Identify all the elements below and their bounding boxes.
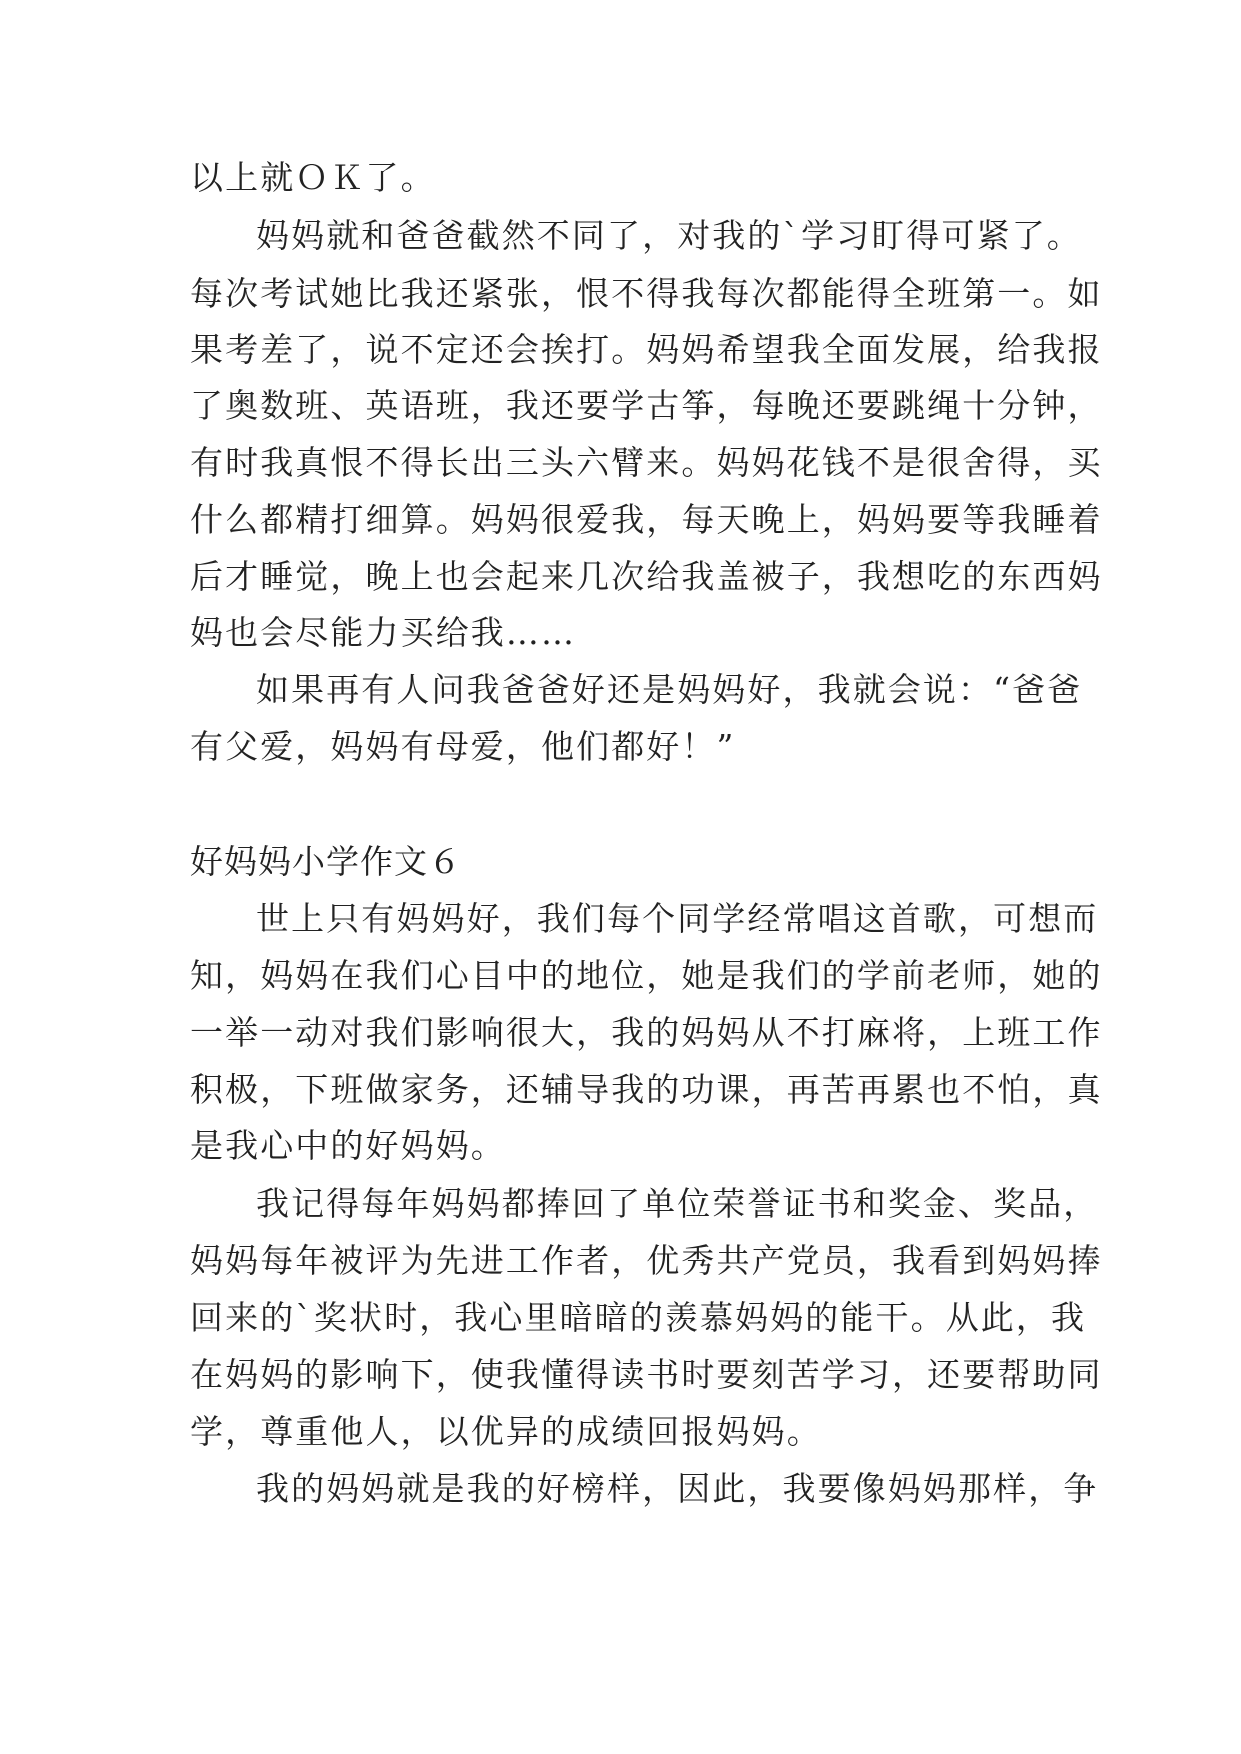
body-line: 什么都精打细算。妈妈很爱我，每天晚上，妈妈要等我睡着 [190, 500, 1103, 539]
body-line: 在妈妈的影响下，使我懂得读书时要刻苦学习，还要帮助同 [190, 1355, 1103, 1394]
body-line: 以上就ＯＫ了。 [190, 158, 436, 197]
paragraph-first-line: 我的妈妈就是我的好榜样，因此，我要像妈妈那样，争 [256, 1469, 1099, 1508]
section-title: 好妈妈小学作文６ [190, 842, 462, 881]
body-line: 回来的`奖状时，我心里暗暗的羡慕妈妈的能干。从此，我 [190, 1298, 1087, 1337]
paragraph-first-line: 我记得每年妈妈都捧回了单位荣誉证书和奖金、奖品， [256, 1184, 1099, 1223]
body-line: 妈妈每年被评为先进工作者，优秀共产党员，我看到妈妈捧 [190, 1241, 1103, 1280]
body-line: 学，尊重他人，以优异的成绩回报妈妈。 [190, 1412, 822, 1451]
body-line: 是我心中的好妈妈。 [190, 1126, 506, 1165]
body-line: 果考差了，说不定还会挨打。妈妈希望我全面发展，给我报 [190, 330, 1103, 369]
body-line: 知，妈妈在我们心目中的地位，她是我们的学前老师，她的 [190, 956, 1103, 995]
paragraph-first-line: 如果再有人问我爸爸好还是妈妈好，我就会说：“爸爸 [256, 670, 1083, 709]
paragraph-first-line: 世上只有妈妈好，我们每个同学经常唱这首歌，可想而 [256, 899, 1099, 938]
paragraph-first-line: 妈妈就和爸爸截然不同了，对我的`学习盯得可紧了。 [256, 216, 1082, 255]
body-line: 了奥数班、英语班，我还要学古筝，每晚还要跳绳十分钟， [190, 386, 1103, 425]
body-line: 妈也会尽能力买给我…… [190, 613, 577, 652]
body-line: 后才睡觉，晚上也会起来几次给我盖被子，我想吃的东西妈 [190, 557, 1103, 596]
body-line: 一举一动对我们影响很大，我的妈妈从不打麻将，上班工作 [190, 1013, 1103, 1052]
body-line: 有父爱，妈妈有母爱，他们都好！” [190, 727, 736, 766]
body-line: 有时我真恨不得长出三头六臂来。妈妈花钱不是很舍得，买 [190, 443, 1103, 482]
body-line: 积极，下班做家务，还辅导我的功课，再苦再累也不怕，真 [190, 1070, 1103, 1109]
body-line: 每次考试她比我还紧张，恨不得我每次都能得全班第一。如 [190, 274, 1103, 313]
